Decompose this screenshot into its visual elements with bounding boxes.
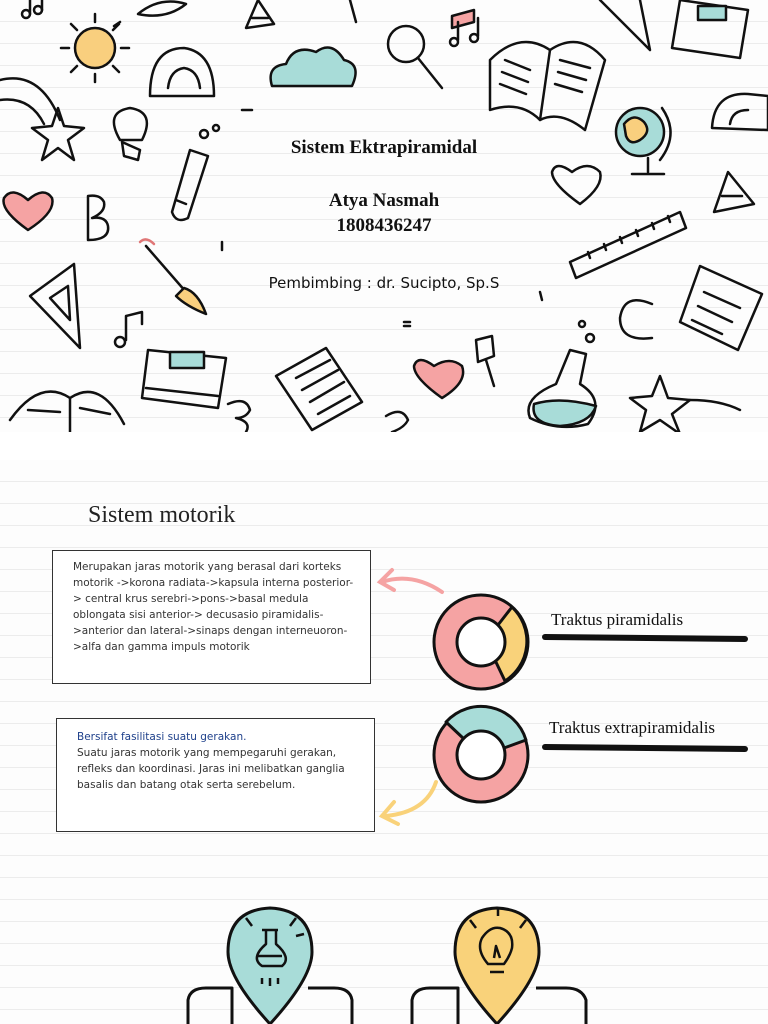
triangle-ruler-icon [600,0,650,50]
pyramidal-description-text: Merupakan jaras motorik yang berasal dari korteks motorik ->korona radiata->kapsula interna posterior-> central krus serebri->pons->basal medula oblongata sisi anterior-> decusasio piramidalis->anterior dan lateral->sinaps dengan interneuoron->alfa dan gamma impuls motorik [73,561,354,653]
cover-title: Sistem Ektrapiramidal [290,137,478,158]
number-two-icon [386,412,408,432]
small-book-icon [142,350,226,408]
leaf-icon [138,2,186,16]
music-note-icon [22,0,42,18]
donut-pyramidal-icon [434,595,528,689]
flask-icon [528,321,596,427]
underline-1 [545,637,745,639]
slide-heading: Sistem motorik [88,502,236,528]
donut-extrapyramidal-icon [434,706,528,802]
arrow-pink-icon [380,570,442,592]
pin-yellow-icon [412,908,586,1024]
heart-bottom-icon [414,360,463,398]
motor-system-slide [0,460,768,1024]
author-id: 1808436247 [336,215,432,236]
paper-center-icon [276,348,362,430]
letter-a-icon [246,0,274,28]
supervisor-text: Pembimbing : dr. Sucipto, Sp.S [268,274,500,292]
pencil-icon [350,0,356,22]
protractor-icon [150,48,214,96]
closed-book-icon [672,0,748,58]
pin-teal-icon [188,908,352,1024]
cloud-icon [271,48,356,87]
number-three-icon [228,401,250,432]
star-bottom-icon [630,376,740,432]
extrapyramidal-description-text: Suatu jaras motorik yang mempegaruhi gerakan, refleks dan koordinasi. Jaras ini melibatkan ganglia basalis dan batang otak serta serebelum. [77,747,345,791]
label-extrapyramidal: Traktus extrapiramidalis [549,718,716,737]
extrapyramidal-highlight-text: Bersifat fasilitasi suatu gerakan. [77,731,247,743]
label-pyramidal: Traktus piramidalis [551,610,684,629]
magnifier-icon [388,26,442,88]
pushpin-icon [476,336,494,386]
author-name: Atya Nasmah [328,190,440,211]
open-book-icon [490,42,605,130]
open-book-bottom-icon [10,392,124,432]
music-note-pink-icon [450,10,478,46]
cover-slide [0,0,768,432]
letter-c-icon [620,300,652,338]
arrow-yellow-icon [382,782,436,824]
diagram-graphics [0,460,768,1024]
protractor-right-icon [712,94,768,130]
music-note-small-icon [115,312,142,347]
underline-2 [545,747,745,749]
